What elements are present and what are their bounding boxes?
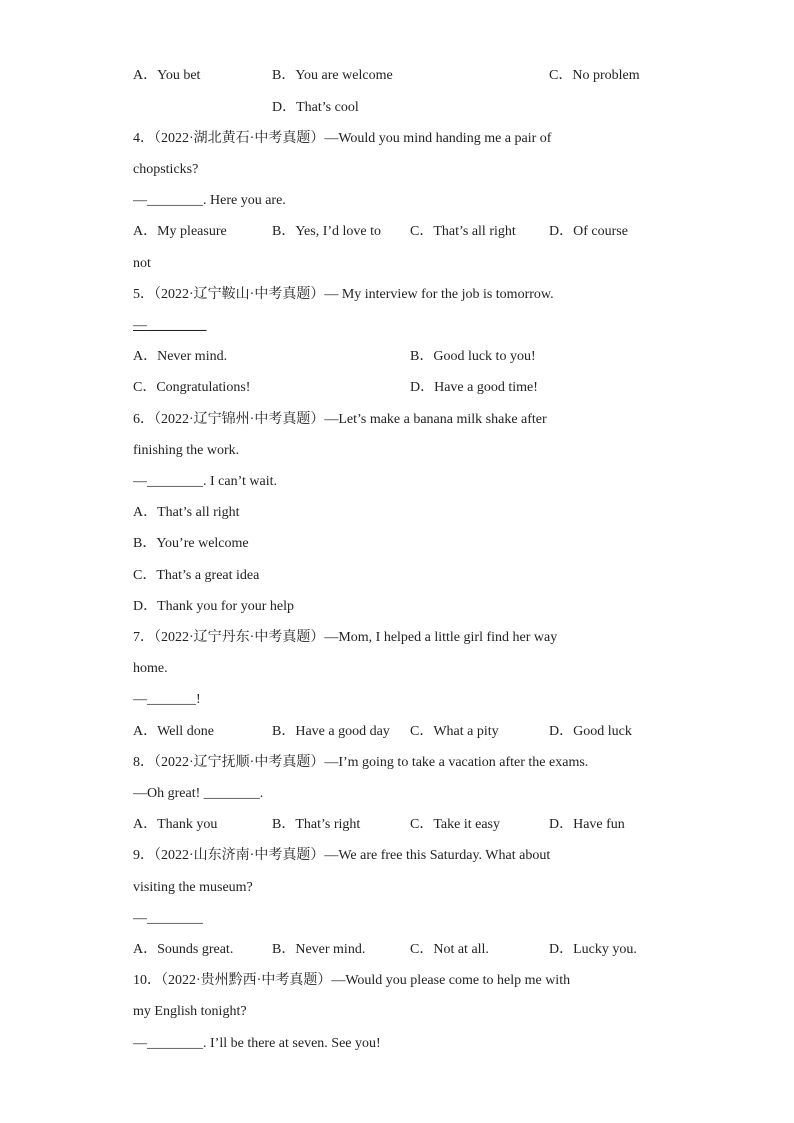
q7-option-d[interactable]: D．Good luck — [549, 724, 632, 739]
q3-option-b[interactable]: B．You are welcome — [272, 68, 393, 83]
q9-stem-line1: 9．（2022·山东济南·中考真题）—We are free this Saturday. What about — [133, 848, 551, 863]
q9-option-a[interactable]: A．Sounds great. — [133, 942, 234, 957]
q10-stem-line1: 10．（2022·贵州黔西·中考真题）—Would you please come to help me with — [133, 973, 571, 988]
q3-option-a[interactable]: A．You bet — [133, 68, 201, 83]
q9-response: —________ — [133, 911, 203, 926]
q7-option-a[interactable]: A．Well done — [133, 724, 214, 739]
q6-option-a[interactable]: A．That’s all right — [133, 505, 240, 520]
q8-option-c[interactable]: C．Take it easy — [410, 817, 500, 832]
q5-option-a[interactable]: A．Never mind. — [133, 349, 228, 364]
q3-option-d[interactable]: D．That’s cool — [272, 100, 359, 115]
q6-response: —________. I can’t wait. — [133, 474, 277, 489]
q4-option-c[interactable]: C．That’s all right — [410, 224, 516, 239]
q5-option-c[interactable]: C．Congratulations! — [133, 380, 251, 395]
q6-stem-line1: 6．（2022·辽宁锦州·中考真题）—Let’s make a banana milk shake after — [133, 412, 547, 427]
q10-response: —________. I’ll be there at seven. See you! — [133, 1036, 381, 1051]
q7-response: —_______! — [133, 692, 201, 707]
q4-stem-line2: chopsticks? — [133, 162, 199, 177]
q4-option-a[interactable]: A．My pleasure — [133, 224, 227, 239]
q4-stem-line1: 4．（2022·湖北黄石·中考真题）—Would you mind handing me a pair of — [133, 131, 552, 146]
q4-option-d[interactable]: D．Of course — [549, 224, 628, 239]
q8-response: —Oh great! ________. — [133, 786, 264, 801]
q8-option-d[interactable]: D．Have fun — [549, 817, 625, 832]
q5-option-d[interactable]: D．Have a good time! — [410, 380, 538, 395]
q5-stem-line1: 5．（2022·辽宁鞍山·中考真题）— My interview for the job is tomorrow. — [133, 287, 554, 302]
q10-stem-line2: my English tonight? — [133, 1004, 247, 1019]
q9-option-b[interactable]: B．Never mind. — [272, 942, 366, 957]
q7-stem-line1: 7．（2022·辽宁丹东·中考真题）—Mom, I helped a little girl find her way — [133, 630, 558, 645]
q6-option-b[interactable]: B．You’re welcome — [133, 536, 249, 551]
q7-option-b[interactable]: B．Have a good day — [272, 724, 390, 739]
q9-option-c[interactable]: C．Not at all. — [410, 942, 489, 957]
q4-response: —________. Here you are. — [133, 193, 286, 208]
q7-option-c[interactable]: C．What a pity — [410, 724, 499, 739]
q8-option-a[interactable]: A．Thank you — [133, 817, 218, 832]
q5-option-b[interactable]: B．Good luck to you! — [410, 349, 536, 364]
q5-response: — ________ — [133, 318, 207, 333]
q3-option-c[interactable]: C．No problem — [549, 68, 640, 83]
q6-option-d[interactable]: D．Thank you for your help — [133, 599, 294, 614]
q9-stem-line2: visiting the museum? — [133, 880, 253, 895]
q8-option-b[interactable]: B．That’s right — [272, 817, 361, 832]
q9-option-d[interactable]: D．Lucky you. — [549, 942, 637, 957]
q7-stem-line2: home. — [133, 661, 168, 676]
q4-option-d-wrap: not — [133, 256, 151, 271]
q8-stem-line1: 8．（2022·辽宁抚顺·中考真题）—I’m going to take a vacation after the exams. — [133, 755, 589, 770]
q6-option-c[interactable]: C．That’s a great idea — [133, 568, 260, 583]
q6-stem-line2: finishing the work. — [133, 443, 240, 458]
q4-option-b[interactable]: B．Yes, I’d love to — [272, 224, 382, 239]
